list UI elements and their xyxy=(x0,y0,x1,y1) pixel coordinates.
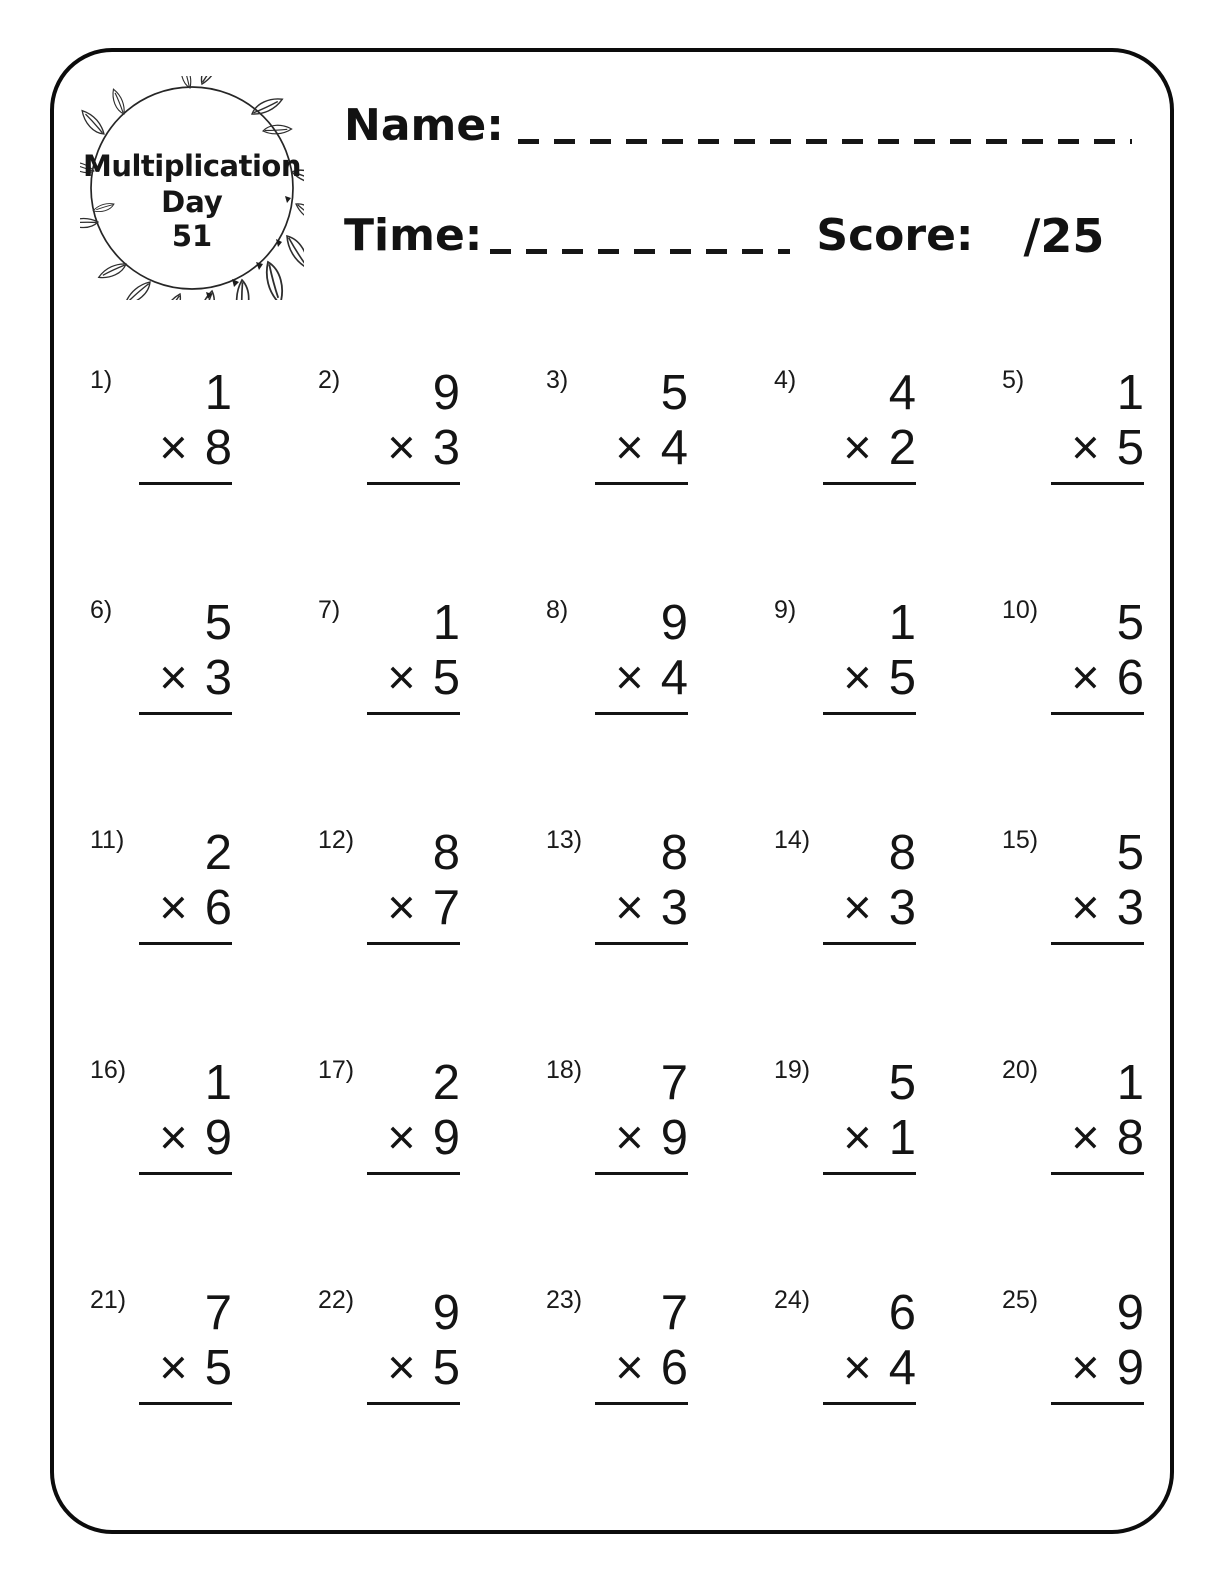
wreath-logo xyxy=(80,76,304,300)
multiplier-row xyxy=(615,1113,688,1163)
answer-space[interactable] xyxy=(367,715,460,785)
problem-number: 5) xyxy=(1002,366,1025,394)
multiplicand: 7 xyxy=(660,1286,688,1340)
multiplier: 3 xyxy=(1116,881,1144,935)
multiplier-row xyxy=(159,1343,232,1393)
multiply-icon: × xyxy=(1071,651,1100,705)
problem-number: 1) xyxy=(90,366,113,394)
multiplier: 5 xyxy=(888,651,916,705)
problem-work xyxy=(367,828,460,1015)
problem-number: 12) xyxy=(318,826,355,854)
multiplier: 4 xyxy=(660,421,688,475)
multiplier-row xyxy=(843,883,916,933)
problem-cell xyxy=(774,824,1002,1054)
problem-work xyxy=(823,368,916,555)
multiplier-row xyxy=(1071,423,1144,473)
problem-number: 10) xyxy=(1002,596,1039,624)
multiply-icon: × xyxy=(387,1341,416,1395)
multiply-icon: × xyxy=(159,881,188,935)
answer-space[interactable] xyxy=(139,1175,232,1245)
name-row xyxy=(344,100,1132,152)
problem-cell xyxy=(90,1284,318,1514)
multiply-icon: × xyxy=(615,421,644,475)
multiply-icon: × xyxy=(843,421,872,475)
multiplier: 3 xyxy=(204,651,232,705)
multiply-icon: × xyxy=(387,881,416,935)
problem-cell xyxy=(774,594,1002,824)
problem-work xyxy=(1051,368,1144,555)
problem-work xyxy=(139,1288,232,1475)
multiply-icon: × xyxy=(615,881,644,935)
problem-number: 17) xyxy=(318,1056,355,1084)
multiplicand: 8 xyxy=(888,826,916,880)
problem-cell xyxy=(774,364,1002,594)
multiplier: 5 xyxy=(432,1341,460,1395)
multiplier: 9 xyxy=(660,1111,688,1165)
problem-cell xyxy=(1002,594,1148,824)
multiplicand: 7 xyxy=(204,1286,232,1340)
problem-number: 3) xyxy=(546,366,569,394)
problem-cell xyxy=(90,364,318,594)
multiplier: 5 xyxy=(1116,421,1144,475)
answer-space[interactable] xyxy=(823,1405,916,1475)
answer-space[interactable] xyxy=(367,945,460,1015)
problem-number: 21) xyxy=(90,1286,127,1314)
multiply-icon: × xyxy=(615,1341,644,1395)
multiplier-row xyxy=(1071,1113,1144,1163)
problem-number: 8) xyxy=(546,596,569,624)
answer-space[interactable] xyxy=(595,1405,688,1475)
multiplier: 7 xyxy=(432,881,460,935)
logo-title: Multiplication xyxy=(82,149,302,183)
problem-work xyxy=(1051,1288,1144,1475)
time-label: Time: xyxy=(344,210,483,261)
multiplier-row xyxy=(615,653,688,703)
answer-space[interactable] xyxy=(823,715,916,785)
multiply-icon: × xyxy=(1071,881,1100,935)
problem-work xyxy=(139,828,232,1015)
multiplier-row xyxy=(387,423,460,473)
multiplier: 6 xyxy=(660,1341,688,1395)
problem-number: 25) xyxy=(1002,1286,1039,1314)
multiplicand: 1 xyxy=(204,366,232,420)
problem-work xyxy=(367,598,460,785)
problem-work xyxy=(139,368,232,555)
problem-number: 23) xyxy=(546,1286,583,1314)
problem-cell xyxy=(774,1054,1002,1284)
problem-number: 16) xyxy=(90,1056,127,1084)
answer-space[interactable] xyxy=(595,485,688,555)
problem-work xyxy=(367,1058,460,1245)
multiplicand: 1 xyxy=(432,596,460,650)
multiplier: 8 xyxy=(204,421,232,475)
multiplier-row xyxy=(159,883,232,933)
problem-work xyxy=(1051,598,1144,785)
time-blank-line[interactable] xyxy=(490,249,790,254)
problem-number: 18) xyxy=(546,1056,583,1084)
multiplier: 9 xyxy=(432,1111,460,1165)
answer-space[interactable] xyxy=(1051,485,1144,555)
multiply-icon: × xyxy=(843,881,872,935)
problem-cell xyxy=(1002,1054,1148,1284)
problem-cell xyxy=(318,1284,546,1514)
problem-cell xyxy=(90,594,318,824)
multiplicand: 9 xyxy=(432,366,460,420)
problem-number: 20) xyxy=(1002,1056,1039,1084)
problem-work xyxy=(595,828,688,1015)
multiplicand: 5 xyxy=(888,1056,916,1110)
multiplier-row xyxy=(159,653,232,703)
answer-space[interactable] xyxy=(823,945,916,1015)
problem-work xyxy=(595,598,688,785)
multiply-icon: × xyxy=(387,421,416,475)
logo-subtitle: Day xyxy=(161,185,223,219)
problem-work xyxy=(823,598,916,785)
multiplicand: 1 xyxy=(1116,366,1144,420)
problem-work xyxy=(139,598,232,785)
multiplier: 4 xyxy=(888,1341,916,1395)
multiply-icon: × xyxy=(159,421,188,475)
problem-number: 19) xyxy=(774,1056,811,1084)
multiplicand: 5 xyxy=(660,366,688,420)
multiplicand: 9 xyxy=(660,596,688,650)
multiply-icon: × xyxy=(843,651,872,705)
problem-number: 24) xyxy=(774,1286,811,1314)
multiplier: 4 xyxy=(660,651,688,705)
problem-work xyxy=(1051,1058,1144,1245)
multiply-icon: × xyxy=(1071,1341,1100,1395)
answer-space[interactable] xyxy=(1051,1175,1144,1245)
multiplicand: 1 xyxy=(204,1056,232,1110)
multiplier-row xyxy=(1071,1343,1144,1393)
problem-number: 2) xyxy=(318,366,341,394)
problem-work xyxy=(823,828,916,1015)
multiplier-row xyxy=(387,1343,460,1393)
answer-space[interactable] xyxy=(139,1405,232,1475)
problem-number: 11) xyxy=(90,826,125,854)
answer-space[interactable] xyxy=(1051,715,1144,785)
multiplicand: 6 xyxy=(888,1286,916,1340)
answer-space[interactable] xyxy=(1051,1405,1144,1475)
multiply-icon: × xyxy=(843,1111,872,1165)
problem-work xyxy=(595,368,688,555)
problem-cell xyxy=(1002,364,1148,594)
score-total: /25 xyxy=(1023,209,1105,263)
name-label: Name: xyxy=(344,100,504,151)
problem-cell xyxy=(318,824,546,1054)
multiplicand: 7 xyxy=(660,1056,688,1110)
problem-cell xyxy=(774,1284,1002,1514)
multiplicand: 9 xyxy=(1116,1286,1144,1340)
problem-number: 7) xyxy=(318,596,341,624)
problem-cell xyxy=(90,824,318,1054)
multiplier-row xyxy=(1071,653,1144,703)
multiplicand: 5 xyxy=(204,596,232,650)
problem-number: 6) xyxy=(90,596,113,624)
multiply-icon: × xyxy=(615,1111,644,1165)
multiplier: 1 xyxy=(888,1111,916,1165)
multiplicand: 2 xyxy=(432,1056,460,1110)
answer-space[interactable] xyxy=(595,715,688,785)
answer-space[interactable] xyxy=(595,945,688,1015)
problem-work xyxy=(1051,828,1144,1015)
problem-number: 22) xyxy=(318,1286,355,1314)
multiplier: 8 xyxy=(1116,1111,1144,1165)
problem-cell xyxy=(90,1054,318,1284)
multiplier: 3 xyxy=(888,881,916,935)
multiplier-row xyxy=(843,1343,916,1393)
name-blank-line[interactable] xyxy=(518,139,1132,144)
multiplier-row xyxy=(843,423,916,473)
score-label: Score: xyxy=(816,210,974,261)
problem-cell xyxy=(546,1284,774,1514)
time-score-row xyxy=(344,210,1104,262)
wreath-graphic xyxy=(80,76,304,300)
page-border-frame xyxy=(50,48,1174,1534)
answer-space[interactable] xyxy=(139,715,232,785)
problems-grid xyxy=(90,364,1148,1514)
answer-space[interactable] xyxy=(823,485,916,555)
problem-cell xyxy=(318,1054,546,1284)
multiplier: 9 xyxy=(204,1111,232,1165)
answer-space[interactable] xyxy=(823,1175,916,1245)
multiplier: 6 xyxy=(1116,651,1144,705)
problem-number: 13) xyxy=(546,826,583,854)
problem-cell xyxy=(546,594,774,824)
problem-cell xyxy=(318,594,546,824)
problem-cell xyxy=(546,364,774,594)
multiply-icon: × xyxy=(387,651,416,705)
multiplier: 9 xyxy=(1116,1341,1144,1395)
answer-space[interactable] xyxy=(367,1405,460,1475)
multiplicand: 8 xyxy=(432,826,460,880)
multiplicand: 8 xyxy=(660,826,688,880)
answer-space[interactable] xyxy=(1051,945,1144,1015)
problem-cell xyxy=(1002,1284,1148,1514)
multiplier-row xyxy=(615,1343,688,1393)
multiply-icon: × xyxy=(615,651,644,705)
problem-work xyxy=(367,1288,460,1475)
problem-work xyxy=(595,1288,688,1475)
problem-work xyxy=(367,368,460,555)
problem-number: 15) xyxy=(1002,826,1039,854)
problem-number: 14) xyxy=(774,826,811,854)
multiplier-row xyxy=(615,883,688,933)
multiplicand: 1 xyxy=(888,596,916,650)
problem-number: 4) xyxy=(774,366,797,394)
multiply-icon: × xyxy=(1071,421,1100,475)
problem-cell xyxy=(318,364,546,594)
logo-number: 51 xyxy=(171,219,213,253)
multiply-icon: × xyxy=(159,651,188,705)
multiplier-row xyxy=(159,1113,232,1163)
multiplier: 5 xyxy=(432,651,460,705)
answer-space[interactable] xyxy=(139,945,232,1015)
answer-space[interactable] xyxy=(139,485,232,555)
multiplier-row xyxy=(387,883,460,933)
multiplicand: 5 xyxy=(1116,596,1144,650)
multiplier-row xyxy=(387,1113,460,1163)
answer-space[interactable] xyxy=(367,485,460,555)
multiplier-row xyxy=(387,653,460,703)
problem-cell xyxy=(1002,824,1148,1054)
multiplier-row xyxy=(159,423,232,473)
multiply-icon: × xyxy=(387,1111,416,1165)
problem-cell xyxy=(546,1054,774,1284)
multiplier: 2 xyxy=(888,421,916,475)
multiplier: 6 xyxy=(204,881,232,935)
multiply-icon: × xyxy=(1071,1111,1100,1165)
multiplicand: 4 xyxy=(888,366,916,420)
problem-work xyxy=(595,1058,688,1245)
multiply-icon: × xyxy=(159,1341,188,1395)
multiplicand: 5 xyxy=(1116,826,1144,880)
multiply-icon: × xyxy=(159,1111,188,1165)
multiplicand: 9 xyxy=(432,1286,460,1340)
multiplicand: 1 xyxy=(1116,1056,1144,1110)
multiplier-row xyxy=(843,653,916,703)
answer-space[interactable] xyxy=(367,1175,460,1245)
problem-cell xyxy=(546,824,774,1054)
problem-work xyxy=(139,1058,232,1245)
answer-space[interactable] xyxy=(595,1175,688,1245)
multiply-icon: × xyxy=(843,1341,872,1395)
problem-work xyxy=(823,1288,916,1475)
multiplier: 3 xyxy=(432,421,460,475)
multiplier: 3 xyxy=(660,881,688,935)
multiplier-row xyxy=(843,1113,916,1163)
problem-number: 9) xyxy=(774,596,797,624)
multiplicand: 2 xyxy=(204,826,232,880)
multiplier-row xyxy=(615,423,688,473)
multiplier: 5 xyxy=(204,1341,232,1395)
problem-work xyxy=(823,1058,916,1245)
multiplier-row xyxy=(1071,883,1144,933)
